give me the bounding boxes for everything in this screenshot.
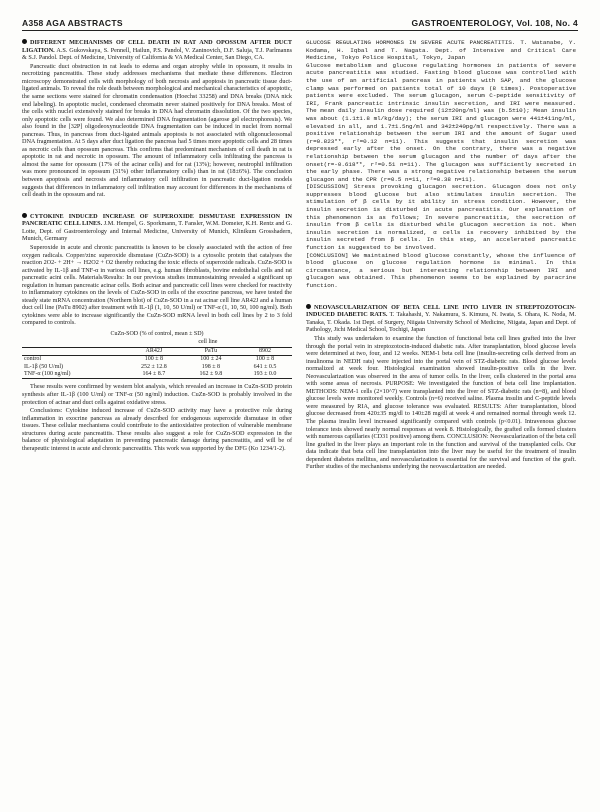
bullet-icon: [22, 213, 27, 218]
table-caption: CuZn-SOD (% of control, mean ± SD): [110, 331, 204, 338]
table-header: AR42J: [124, 347, 184, 355]
abstract-cell-death: [22, 39, 292, 199]
table-cell: TNF-α (100 ng/ml): [22, 371, 124, 379]
abstract-body: These results were confirmed by western blot analysis, which revealed an increase in CuZn-SOD protein synthesis after IL-1β (100 U/ml) or TNF-α (50 ng/ml) induction. CuZn-SOD is probably involved in the protection of acinar and duct cells against oxidative stress.: [22, 383, 292, 406]
sod-table: [22, 331, 292, 379]
table-cell: 100 ± 8: [255, 356, 275, 363]
table-cell: 164 ± 8.7: [124, 371, 184, 379]
abstract-body: Glucose metabolism and glucose regulating hormones in patients of severe acute pancreatitis was studied. Fasting blood glucose was controlled with the use of an artificial pancreas in patients with SAP, and the glucose clamp was performed on patients total of 10 days (8 times). Postoperative patients were excluded. The serum glucagon, serum C-peptide sensitivity of IRI, Frank pancreatic intrinsic insulin secretion, and IRI were measured. The mean daily insulin dose required (12±20ng/ml) was (b.5±10); Mean insulin was about (1.1±1.8 ml/kg/day); the serum IRI and glucagon were 441±411ng/ml, elevated in all, and 1.7±1.5ng/ml and 342±240pg/ml respectively. There was a positive relationship between the serum IRI and the amount of Sugar used (r=0.823**, r²=0.12 n=11). This suggests that insulin secretion was depressed early after the onset. On the contrary, there was a negative relationship between the serum glucagon and the number of days after the onset(r=-0.618**, r²=0.51 n=11). The glucagon was sufficiently secreted in the early phase. There was a strong negative relationship between the serum glucagon and the CPR (r=0.5 n=11, r²=0.38 n=11).: [306, 61, 576, 183]
table-cell: 641 ± 0.5: [253, 363, 277, 370]
abstract-title: NEOVASCULARIZATION OF BETA CELL LINE INTO LIVER IN STREPTOZOTOCIN-INDUCED DIABETIC RATS.: [306, 303, 576, 319]
abstract-title: DIFFERENT MECHANISMS OF CELL DEATH IN RAT AND OPOSSUM AFTER DUCT LIGATION.: [22, 39, 292, 54]
bullet-icon: [22, 39, 27, 44]
table-cell: 162 ± 9.8: [184, 371, 238, 379]
table-header: PaTu: [184, 347, 238, 355]
table-header: 8902: [238, 347, 292, 355]
table-row: [22, 371, 292, 379]
abstract-body: This study was undertaken to examine the function of functional beta cell lines grafted into the liver through the portal vein in streptozotocin-induced diabetic rats. After transplantation, blood glucose levels were determined at two, four, and 12 weeks. NEM-1 beta cell line (insulin-secreting cells derived from an insulinoma in NEDH rats) were injected into the portal vein of STZ-diabetic rats. Blood glucose levels normalized at week four. Histological examination showed insulin-positive cells in the liver. Neovascularization was observed in the area of tumor cells. In the liver, cells clustered in the portal area with some areas of necrosis. PURPOSE: We investigated the function of beta cell line implantation. METHODS: NEM-1 cells (2×10^7) were transplanted into the liver of STZ-diabetic rats (n=8), and blood glucose levels were monitored weekly. Controls (n=6) received saline. Plasma insulin and C-peptide levels were measured by RIA, and glucose tolerance was evaluated. RESULTS: After transplantation, blood glucose decreased from 420±35 mg/dl to 140±28 mg/dl at week 4 and remained normal through week 12. The plasma insulin level increased significantly compared with controls (p<0.01). Intravenous glucose tolerance tests showed nearly normal responses at week 8. Histologically, the grafted cells formed clusters with numerous capillaries (CD31 positive) among them. CONCLUSION: Neovascularization of the beta cell line grafted in the liver plays an important role in the function and survival of the transplanted cells. Our data indicate that beta cell line transplantation into the liver may be useful for the treatment of insulin dependent diabetes mellitus, and neovascularization is essential for the survival and function of the graft. Further studies of the mechanisms underlying the neovascularization are needed.: [306, 334, 576, 471]
abstract-body: [CONCLUSION] We maintained blood glucose constantly, whose the influence of blood glucose on glucose regulation hormone is minimal. In this circumstance, a serious but interesting relationship between IRI and glucagon was obtained. This phenomenon seems to be explained by paracrine function.: [306, 251, 576, 289]
table-cell: 193 ± 0.0: [238, 371, 292, 379]
abstract-title: CYTOKINE INDUCED INCREASE OF SUPEROXIDE DISMUTASE EXPRESSION IN PANCREATIC CELL LINES.: [22, 212, 292, 228]
table-cell: 198 ± 8: [201, 363, 221, 370]
abstract-body: [DISCUSSION] Stress provoking glucagon secretion. Glucagon does not only suppresses blood glucose but also stimulates insulin secretion. The stimulation of β cells by it ability in stress condition. However, the insulin secretion is disturbed in acute pancreatitis. Our explanation of this phenomenon is as follows; In severe pancreatitis, the secretion of insulin from β cells is disturbed while glucagon secretion is not. When insulin secretion is normalized, α cells is recovery inhibited by the insulin secreted from β cells. In this step, an accelerated pancreatic function is suggested to be involved.: [306, 183, 576, 252]
table-corner: [22, 339, 124, 347]
table-cell: IL-1β (50 U/ml): [24, 363, 64, 370]
abstract-authors: T. Watanabe, Y. Kodama, H. Iqbal and T. Nagata. Dept. of Intensive and Critical Care Medicine, Tokyo Police Hospital, Tokyo, Japan: [306, 39, 576, 62]
abstract-authors: A.S. Gukovskaya, S. Pennell, Hailun, P.S. Pandol, V. Zaninovich, D.F. Saluja, T.J. Parlmanns & S.J. Pandol. Dept. of Medicine, University of California & VA Medical Center, San Diego, CA.: [22, 46, 292, 62]
header-right: GASTROENTEROLOGY, Vol. 108, No. 4: [411, 18, 578, 28]
table-cell: 100 ± 8: [144, 356, 163, 363]
abstract-authors: J.M. Hempel, G. Sporkmann, T. Fansler, W.M. Domeier, K.H. Rentz and G. Lotte, Dept. of Gastroenterology and Internal Medicine, University of Munich, Klinikum Grosshadern, Munich, Germany: [22, 220, 292, 243]
left-column: [22, 39, 292, 485]
abstract-authors: T. Takahashi, Y. Nakamura, S. Kimura, N. Iwata, S. Ohara, K. Noda, M. Tanaka, T. Okada. 1st Dept. of Surgery, Niigata University School of Medicine, Niigata, Japan and Dept. of Pathology, Jichi Medical School, Tochigi, Japan: [306, 311, 576, 334]
table-cell: control: [24, 356, 41, 363]
abstract-body: Pancreatic duct obstruction in rat leads to edema and organ atrophy while in opossum, it results in necrotizing pancreatitis. These study addresses mechanisms that mediate these differences. Electron microscopy demonstrated cells with morphology of both necrosis and apoptosis in pancreatic tissue duct-ligated animals. To reveal the role death between morphological and mechanical characteristics of apoptotic, the same sections were stained for chromatin condensation (Hoechst 33258) and DNA breaks (DNA nick end labeling). In apoptotic nuclei, condensed chromatin never stained positively for DNA breaks. Most of the cells with nuclei extensively stained for breaks in DNA had chromatin dissolution. Of the two species, only apoptotic cells were found. We also determined DNA fragmentation (agarose gel electrophoresis). We also found in the [32P] oligodeoxynucleotide DNA fragmentation can be induced in nuclei from normal pancreas. Thus, in pancreas from duct-ligated animals apoptosis is not associated with oligonucleosomal DNA fragmentation. At 5 days after duct ligation the pancreas had 5 times more apoptotic cells and 28 times as necrotic cells than opossum pancreas. This confirms that predominant mechanism of cell death in rat is apoptotic in rat and necrotic in opossum. The amount of inflammatory cells infiltrating the pancreas is almost the same for opossum (17% of the acinar cells) and for rat (13%); however, neutrophil infiltration was more pronounced in opossum (31%) other inflammatory cells) than in rat (18±6%). The conclusion between apoptosis and necrosis and inflammatory cell infiltration in pancreatic duct-ligation models suggests that differences in inflammatory cell infiltration may account for differences in the mechanisms of cell death in the opossum and rat.: [22, 62, 292, 199]
table-cell: 252 ± 12.8: [140, 363, 167, 370]
abstract-body: Superoxide in acute and chronic pancreatitis is known to be closely associated with the action of free oxygen radicals. Copper/zinc superoxide dismutase (CuZn-SOD) is a cytosolic protein that catalyses the reaction 2O2- + 2H+ → H2O2 + O2 thereby reducing the toxic effects of superoxide radicals. CuZn-SOD is activated by IL-1β and TNF-α in various cell lines, e.g. human fibroblasts, bovine endothelial cells and rat pancreatic acini cells. Materials/Results: In our previous studies immunostaining revealed a significant up regulation in human pancreatic acinar cells. Both acinar and pancreatic cell lines were checked for reactivity to inflammatory cytokines on the levels of CuZn-SOD in cells of the exocrine pancreas, we have tested the steady state mRNA concentration (Northern blot) of CuZn-SOD in a rat acinar cell line AR42J and a human duct cell line (PaTu 8902) after treatment with IL-1β (1, 10, 50 U/ml) or TNF-α (1, 10, 50, 100 ng/ml). Both cytokines were able to increase significantly the CuZn-SOD mRNA level in both cell lines by 2 to 3 fold compared to controls.: [22, 244, 292, 327]
table-row: [22, 364, 292, 371]
abstract-body: Conclusions: Cytokine induced increase of CuZn-SOD activity may have a protective role during inflammation in exocrine pancreas as already described for endogenous superoxide dismutase in other tissues. These cellular mechanisms could contribute to the antioxidative protection of vulnerable membrane structures during acute pancreatitis. These results also suggest a role for CuZn-SOD expression in the balance of physiological adaptation in preventing pancreatic damage during pancreatitis, and will be of therapeutic interest in acute and chronic pancreatitis. This work was supported by the DFG (Ko 1234/1-2).: [22, 407, 292, 452]
table-header: [22, 347, 124, 355]
right-column: [306, 39, 576, 485]
table-cell: 100 ± 24: [200, 356, 222, 363]
table-group-header: cell line: [124, 339, 292, 347]
abstract-title: GLUCOSE REGULATING HORMONES IN SEVERE ACUTE PANCREATITIS.: [306, 39, 516, 46]
table-row: [22, 356, 292, 364]
header-left: A358 AGA ABSTRACTS: [22, 18, 123, 28]
bullet-icon: [306, 304, 311, 309]
abstract-beta-cell-line: [306, 304, 576, 471]
abstract-glucose-hormones: [306, 39, 576, 290]
page-header: [22, 18, 578, 31]
abstract-superoxide-dismutase: [22, 213, 292, 453]
